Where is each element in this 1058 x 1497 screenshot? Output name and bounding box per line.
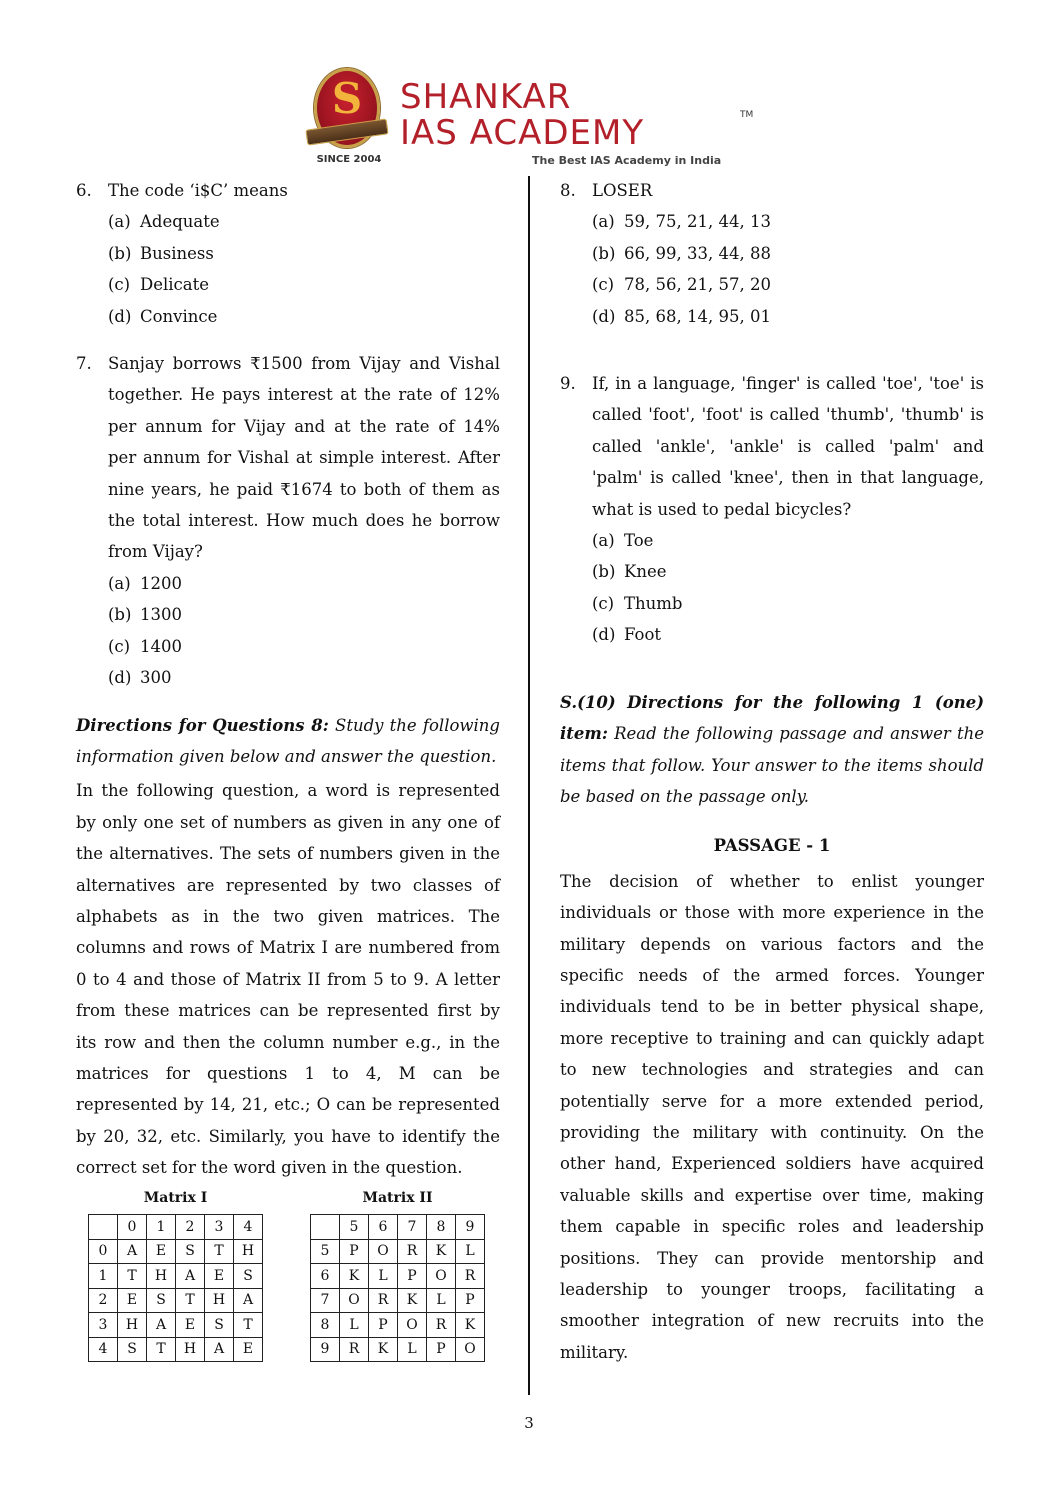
directions-instruction: Study the following information given below and answer the question.	[76, 715, 500, 766]
directions-heading: Directions for Questions 8:	[76, 715, 329, 735]
matrix-row: 0 A E S T H	[89, 1239, 263, 1264]
directions-q8	[76, 710, 500, 773]
directions-heading: S.(10) Directions for the following 1 (one) item:	[560, 692, 984, 744]
question-text: If, in a language, 'finger' is called 'toe', 'toe' is called 'foot', 'foot' is called 'thumb', 'thumb' is called 'ankle', 'ankle' is called 'palm' and 'palm' is called 'knee', then in that language, what is used to pedal bicycles?	[592, 374, 984, 519]
option-b: (b) Knee	[592, 562, 667, 582]
right-column	[560, 175, 984, 1368]
directions-body: In the following question, a word is represented by only one set of numbers as given in any one of the alternatives. The sets of numbers given in the alternatives are represented by two classes of alphabets as in the two given matrices. The columns and rows of Matrix I are numbered from 0 to 4 and those of Matrix II from 5 to 9. A letter from these matrices can be represented first by its row and then the column number e.g., in the matrices for questions 1 to 4, M can be represented by 14, 21, etc.; O can be represented by 20, 32, etc. Similarly, you have to identify the correct set for the word given in the question.	[76, 781, 500, 1178]
question-8: 8. LOSER	[560, 175, 984, 206]
option-c: (c) Delicate	[108, 275, 210, 295]
matrix-row: 8 L P O R K	[311, 1313, 485, 1338]
option-c: (c) 1400	[108, 636, 182, 656]
directions-q10	[560, 687, 984, 813]
question-7-options	[108, 568, 500, 694]
passage-body: The decision of whether to enlist younger individuals or those with more experience in the military depends on various factors and the specific needs of the armed forces. Younger individuals tend to be in better physical shape, more receptive to training and can quickly adapt to new technologies and strategies and can potentially serve for a more extended period, providing the military with continuity. On the other hand, Experienced soldiers have acquired valuable skills and expertise over time, making them capable in specific roles and leadership positions. They can provide mentorship and leadership to younger troops, facilitating a smoother integration of new recruits into the military.	[560, 871, 984, 1362]
matrix-title: Matrix I	[143, 1190, 208, 1206]
since-label: SINCE 2004	[316, 154, 382, 165]
matrix-title: Matrix II	[362, 1190, 433, 1206]
option-d: (d) 300	[108, 668, 172, 688]
option-a: (a) Toe	[592, 531, 654, 551]
matrix-1-table: 0 1 2 3 4 0 A E S T H 1 T H A E S 2 E S T H A 3 H A E S T 4 S T H A E	[88, 1214, 263, 1362]
option-b: (b) Business	[108, 243, 214, 263]
matrix-row: 3 H A E S T	[89, 1313, 263, 1338]
question-text: Sanjay borrows ₹1500 from Vijay and Vishal together. He pays interest at the rate of 12% per annum for Vijay and at the rate of 14% per annum for Vishal at simple interest. After nine years, he paid ₹1674 to both of them as the total interest. How much does he borrow from Vijay?	[108, 354, 500, 562]
tagline: The Best IAS Academy in India	[532, 154, 722, 167]
option-d: (d) Convince	[108, 306, 218, 326]
option-a: (a) 59, 75, 21, 44, 13	[592, 212, 771, 232]
matrix-row: 2 E S T H A	[89, 1288, 263, 1313]
option-b: (b) 1300	[108, 605, 182, 625]
directions-instruction: Read the following passage and answer the items that follow. Your answer to the items should be based on the passage only.	[560, 724, 984, 806]
emblem-icon: S	[308, 68, 386, 160]
page-number: 3	[524, 1414, 534, 1432]
question-9: 9. If, in a language, 'finger' is called 'toe', 'toe' is called 'foot', 'foot' is called 'thumb', 'thumb' is called 'ankle', 'ankle' is called 'palm' and 'palm' is called 'knee', then in that language, what is used to pedal bicycles?	[560, 368, 984, 525]
matrix-row: 1 T H A E S	[89, 1264, 263, 1289]
option-d: (d) Foot	[592, 625, 662, 645]
brand-name-line1: SHANKAR	[400, 77, 572, 117]
matrix-1	[88, 1188, 263, 1362]
matrix-2	[310, 1188, 485, 1362]
question-6: 6. The code ‘i$C’ means	[76, 175, 500, 206]
trademark-mark: TM	[740, 110, 754, 120]
passage-title: PASSAGE - 1	[713, 836, 831, 856]
option-b: (b) 66, 99, 33, 44, 88	[592, 243, 771, 263]
option-c: (c) Thumb	[592, 593, 683, 613]
question-8-options	[592, 206, 984, 332]
matrix-row: 6 K L P O R	[311, 1264, 485, 1289]
question-text: LOSER	[592, 181, 653, 200]
left-column	[76, 175, 500, 1184]
matrix-row: 7 O R K L P	[311, 1288, 485, 1313]
matrix-row: 4 S T H A E	[89, 1337, 263, 1362]
column-divider	[528, 176, 530, 1395]
option-a: (a) Adequate	[108, 212, 220, 232]
option-c: (c) 78, 56, 21, 57, 20	[592, 275, 771, 295]
question-9-options	[592, 525, 984, 651]
question-7: 7. Sanjay borrows ₹1500 from Vijay and Vishal together. He pays interest at the rate of 12% per annum for Vijay and at the rate of 14% per annum for Vishal at simple interest. After nine years, he paid ₹1674 to both of them as the total interest. How much does he borrow from Vijay?	[76, 348, 500, 568]
question-text: The code ‘i$C’ means	[108, 181, 288, 200]
option-d: (d) 85, 68, 14, 95, 01	[592, 306, 771, 326]
matrix-row: 9 R K L P O	[311, 1337, 485, 1362]
matrix-row: 5 P O R K L	[311, 1239, 485, 1264]
academy-logo	[300, 66, 770, 174]
option-a: (a) 1200	[108, 573, 182, 593]
matrix-2-table: 5 6 7 8 9 5 P O R K L 6 K L P O R 7 O R K L P 8 L P O R K 9 R K L P O	[310, 1214, 485, 1362]
matrices	[88, 1188, 488, 1378]
brand-name-line2: IAS ACADEMY	[400, 113, 645, 153]
question-6-options	[108, 206, 500, 332]
